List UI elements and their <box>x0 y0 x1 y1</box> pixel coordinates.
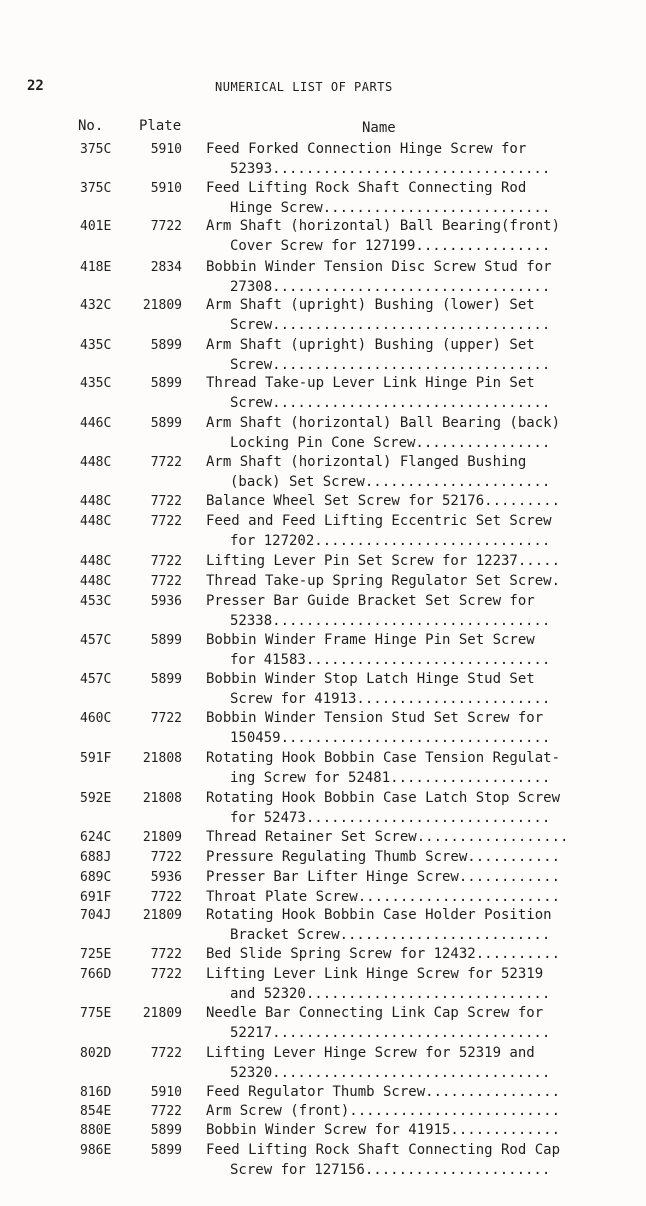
plate-number: 5899 <box>150 376 182 391</box>
part-name-line: (back) Set Screw...................... <box>230 473 551 490</box>
part-number: 435C <box>80 338 112 353</box>
part-number: 435C <box>80 376 112 391</box>
part-name <box>206 965 570 1004</box>
part-name <box>206 572 570 592</box>
part-name-line: 52217................................. <box>230 1024 551 1041</box>
part-name <box>206 552 570 572</box>
part-name <box>206 670 570 709</box>
part-number: 691F <box>80 890 112 905</box>
part-number: 460C <box>80 711 112 726</box>
part-name <box>206 217 570 256</box>
part-name-line: 52320................................. <box>230 1064 551 1081</box>
part-name <box>206 258 570 297</box>
part-name-line: 52393................................. <box>230 160 551 177</box>
part-name-line: Cover Screw for 127199................ <box>230 237 551 254</box>
part-number: 418E <box>80 260 112 275</box>
part-name <box>206 179 570 218</box>
part-number: 854E <box>80 1104 112 1119</box>
part-name-line: Arm Screw (front)......................... <box>206 1103 561 1119</box>
part-name-line: Lifting Lever Link Hinge Screw for 52319 <box>206 966 544 982</box>
part-name-line: Thread Take-up Lever Link Hinge Pin Set <box>206 375 535 391</box>
part-number: 816D <box>80 1085 112 1100</box>
plate-number: 7722 <box>150 967 182 982</box>
plate-number: 7722 <box>150 514 182 529</box>
part-name-line: Feed Forked Connection Hinge Screw for <box>206 141 527 157</box>
column-header-plate: Plate <box>139 118 182 134</box>
part-name-line: Thread Take-up Spring Regulator Set Screw. <box>206 573 561 589</box>
plate-number: 7722 <box>150 494 182 509</box>
plate-number: 21808 <box>142 751 182 766</box>
part-number: 401E <box>80 219 112 234</box>
column-header-name: Name <box>362 120 396 136</box>
part-number: 689C <box>80 870 112 885</box>
part-name-line: Throat Plate Screw........................ <box>206 889 561 905</box>
part-name-line: Bobbin Winder Tension Disc Screw Stud for <box>206 259 552 275</box>
plate-number: 2834 <box>150 260 182 275</box>
plate-number: 21809 <box>142 908 182 923</box>
part-name-line: 150459................................ <box>230 729 551 746</box>
plate-number: 5899 <box>150 338 182 353</box>
part-name <box>206 1044 570 1083</box>
plate-number: 5899 <box>150 1123 182 1138</box>
plate-number: 5910 <box>150 142 182 157</box>
part-name-line: Feed Regulator Thumb Screw................ <box>206 1084 561 1100</box>
plate-number: 7722 <box>150 947 182 962</box>
part-number: 448C <box>80 514 112 529</box>
part-name-line: Presser Bar Guide Bracket Set Screw for <box>206 593 535 609</box>
part-number: 375C <box>80 181 112 196</box>
part-name-line: Bobbin Winder Tension Stud Set Screw for <box>206 710 544 726</box>
plate-number: 7722 <box>150 219 182 234</box>
part-name-line: Feed Lifting Rock Shaft Connecting Rod <box>206 180 527 196</box>
part-name-line: for 41583............................. <box>230 651 551 668</box>
part-name <box>206 374 570 413</box>
plate-number: 5899 <box>150 633 182 648</box>
part-name-line: Presser Bar Lifter Hinge Screw............ <box>206 869 561 885</box>
plate-number: 21809 <box>142 298 182 313</box>
part-name <box>206 1004 570 1043</box>
plate-number: 7722 <box>150 554 182 569</box>
part-name-line: Balance Wheel Set Screw for 52176......... <box>206 493 561 509</box>
part-name-line: Screw................................. <box>230 316 551 333</box>
plate-number: 7722 <box>150 1046 182 1061</box>
part-name-line: Bed Slide Spring Screw for 12432.......... <box>206 946 561 962</box>
part-number: 453C <box>80 594 112 609</box>
part-name-line: Bracket Screw......................... <box>230 926 551 943</box>
plate-number: 5936 <box>150 870 182 885</box>
page-title: NUMERICAL LIST OF PARTS <box>215 80 393 94</box>
part-name-line: Lifting Lever Pin Set Screw for 12237..... <box>206 553 561 569</box>
part-name <box>206 1141 570 1180</box>
part-number: 448C <box>80 455 112 470</box>
part-name-line: Arm Shaft (horizontal) Flanged Bushing <box>206 454 527 470</box>
part-name <box>206 631 570 670</box>
plate-number: 7722 <box>150 574 182 589</box>
part-name <box>206 336 570 375</box>
plate-number: 5899 <box>150 672 182 687</box>
part-number: 880E <box>80 1123 112 1138</box>
plate-number: 5899 <box>150 416 182 431</box>
part-name <box>206 492 570 512</box>
part-name-line: Arm Shaft (horizontal) Ball Bearing(front) <box>206 218 561 234</box>
part-name-line: Arm Shaft (upright) Bushing (upper) Set <box>206 337 535 353</box>
plate-number: 5910 <box>150 181 182 196</box>
part-name <box>206 888 570 908</box>
plate-number: 21809 <box>142 830 182 845</box>
plate-number: 5910 <box>150 1085 182 1100</box>
part-name-line: Feed and Feed Lifting Eccentric Set Screw <box>206 513 552 529</box>
part-name <box>206 828 570 848</box>
part-name <box>206 1083 570 1103</box>
part-name-line: Rotating Hook Bobbin Case Tension Regulat- <box>206 750 561 766</box>
page-number: 22 <box>27 78 44 94</box>
part-number: 375C <box>80 142 112 157</box>
part-name-line: Bobbin Winder Stop Latch Hinge Stud Set <box>206 671 535 687</box>
part-number: 457C <box>80 672 112 687</box>
part-name <box>206 453 570 492</box>
part-name-line: Screw................................. <box>230 356 551 373</box>
part-name-line: ing Screw for 52481................... <box>230 769 551 786</box>
part-name <box>206 789 570 828</box>
part-name <box>206 296 570 335</box>
part-number: 432C <box>80 298 112 313</box>
column-header-no: No. <box>78 118 104 134</box>
part-number: 725E <box>80 947 112 962</box>
part-number: 446C <box>80 416 112 431</box>
plate-number: 7722 <box>150 890 182 905</box>
part-name-line: 27308................................. <box>230 278 551 295</box>
part-name-line: 52338................................. <box>230 612 551 629</box>
part-number: 448C <box>80 574 112 589</box>
part-name-line: Lifting Lever Hinge Screw for 52319 and <box>206 1045 535 1061</box>
part-number: 704J <box>80 908 112 923</box>
part-name <box>206 945 570 965</box>
part-number: 766D <box>80 967 112 982</box>
part-name-line: for 52473............................. <box>230 809 551 826</box>
part-name-line: Screw................................. <box>230 394 551 411</box>
part-name-line: Arm Shaft (horizontal) Ball Bearing (back) <box>206 415 561 431</box>
plate-number: 7722 <box>150 1104 182 1119</box>
part-name-line: Thread Retainer Set Screw.................. <box>206 829 569 845</box>
part-name <box>206 709 570 748</box>
part-name <box>206 140 570 179</box>
plate-number: 21808 <box>142 791 182 806</box>
part-name-line: Locking Pin Cone Screw................ <box>230 434 551 451</box>
part-name <box>206 868 570 888</box>
plate-number: 7722 <box>150 455 182 470</box>
part-number: 802D <box>80 1046 112 1061</box>
part-name-line: Bobbin Winder Screw for 41915............. <box>206 1122 561 1138</box>
part-name-line: Pressure Regulating Thumb Screw........... <box>206 849 561 865</box>
part-name <box>206 512 570 551</box>
part-name-line: and 52320............................. <box>230 985 551 1002</box>
plate-number: 5936 <box>150 594 182 609</box>
part-number: 448C <box>80 554 112 569</box>
part-name-line: Screw for 127156...................... <box>230 1161 551 1178</box>
part-number: 688J <box>80 850 112 865</box>
part-name <box>206 414 570 453</box>
part-number: 592E <box>80 791 112 806</box>
part-name-line: Screw for 41913....................... <box>230 690 551 707</box>
part-name-line: Rotating Hook Bobbin Case Holder Position <box>206 907 552 923</box>
part-number: 775E <box>80 1006 112 1021</box>
part-name <box>206 749 570 788</box>
part-name <box>206 848 570 868</box>
part-number: 457C <box>80 633 112 648</box>
part-number: 986E <box>80 1143 112 1158</box>
part-name <box>206 1121 570 1141</box>
part-name <box>206 1102 570 1122</box>
part-name-line: Bobbin Winder Frame Hinge Pin Set Screw <box>206 632 535 648</box>
part-name-line: Hinge Screw........................... <box>230 199 551 216</box>
plate-number: 7722 <box>150 850 182 865</box>
part-name-line: Feed Lifting Rock Shaft Connecting Rod Cap <box>206 1142 561 1158</box>
part-number: 624C <box>80 830 112 845</box>
part-number: 591F <box>80 751 112 766</box>
plate-number: 5899 <box>150 1143 182 1158</box>
plate-number: 7722 <box>150 711 182 726</box>
part-name-line: for 127202............................ <box>230 532 551 549</box>
part-name-line: Rotating Hook Bobbin Case Latch Stop Screw <box>206 790 561 806</box>
part-name-line: Arm Shaft (upright) Bushing (lower) Set <box>206 297 535 313</box>
plate-number: 21809 <box>142 1006 182 1021</box>
part-number: 448C <box>80 494 112 509</box>
part-name-line: Needle Bar Connecting Link Cap Screw for <box>206 1005 544 1021</box>
part-name <box>206 906 570 945</box>
part-name <box>206 592 570 631</box>
